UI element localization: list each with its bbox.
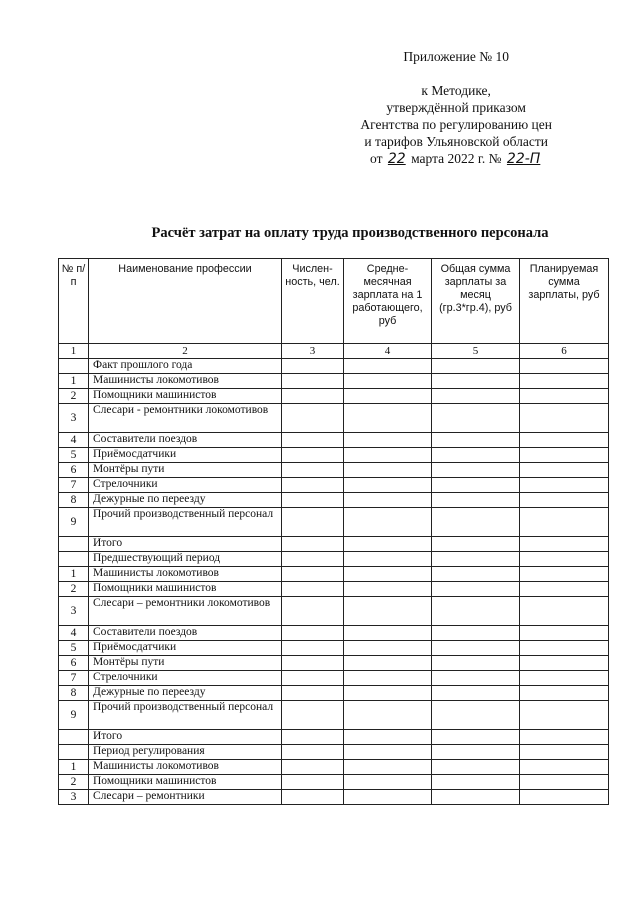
total-salary-cell [432,567,520,582]
headcount-cell [282,745,344,760]
column-number: 2 [89,344,282,359]
profession-name: Дежурные по переезду [89,493,282,508]
avg-salary-cell [344,359,432,374]
total-salary-cell [432,389,520,404]
total-salary-cell [432,597,520,626]
headcount-cell [282,790,344,805]
headcount-cell [282,701,344,730]
row-number [59,537,89,552]
planned-salary-cell [520,389,609,404]
profession-name: Помощники машинистов [89,775,282,790]
total-salary-cell [432,730,520,745]
row-number: 3 [59,597,89,626]
headcount-cell [282,656,344,671]
table-row [59,671,609,686]
column-number: 4 [344,344,432,359]
date-mid: марта 2022 г. № [411,151,502,166]
table-row [59,775,609,790]
row-number [59,730,89,745]
profession-name: Помощники машинистов [89,389,282,404]
profession-name: Помощники машинистов [89,582,282,597]
total-salary-cell [432,374,520,389]
planned-salary-cell [520,671,609,686]
headcount-cell [282,508,344,537]
headcount-cell [282,567,344,582]
row-number [59,745,89,760]
labor-cost-table [58,258,609,805]
profession-name: Слесари – ремонтники локомотивов [89,597,282,626]
row-number [59,359,89,374]
profession-name: Прочий производственный персонал [89,701,282,730]
table-row [59,730,609,745]
col-header-avg-salary: Средне-месячная зарплата на 1 работающего, руб [344,259,432,344]
headcount-cell [282,389,344,404]
planned-salary-cell [520,537,609,552]
profession-name: Приёмосдатчики [89,641,282,656]
profession-name: Монтёры пути [89,656,282,671]
col-header-number: № п/п [59,259,89,344]
avg-salary-cell [344,389,432,404]
total-salary-cell [432,686,520,701]
table-row [59,626,609,641]
date-prefix: от [370,151,383,166]
headcount-cell [282,582,344,597]
table-row [59,448,609,463]
total-salary-cell [432,775,520,790]
planned-salary-cell [520,760,609,775]
avg-salary-cell [344,656,432,671]
avg-salary-cell [344,374,432,389]
planned-salary-cell [520,448,609,463]
table-row [59,760,609,775]
avg-salary-cell [344,671,432,686]
row-number: 2 [59,775,89,790]
header-line-2: утверждённой приказом [386,100,526,115]
avg-salary-cell [344,552,432,567]
row-number: 6 [59,656,89,671]
row-number: 3 [59,404,89,433]
table-row [59,478,609,493]
headcount-cell [282,641,344,656]
total-salary-cell [432,671,520,686]
avg-salary-cell [344,730,432,745]
total-salary-cell [432,508,520,537]
row-number: 1 [59,567,89,582]
headcount-cell [282,404,344,433]
avg-salary-cell [344,537,432,552]
planned-salary-cell [520,552,609,567]
total-salary-cell [432,463,520,478]
total-salary-cell [432,493,520,508]
headcount-cell [282,760,344,775]
headcount-cell [282,537,344,552]
total-salary-cell [432,656,520,671]
planned-salary-cell [520,656,609,671]
headcount-cell [282,597,344,626]
planned-salary-cell [520,508,609,537]
profession-name: Стрелочники [89,671,282,686]
order-number-handwritten: 22-П [506,151,541,167]
planned-salary-cell [520,359,609,374]
avg-salary-cell [344,790,432,805]
column-number: 6 [520,344,609,359]
profession-name: Период регулирования [89,745,282,760]
planned-salary-cell [520,597,609,626]
planned-salary-cell [520,567,609,582]
planned-salary-cell [520,433,609,448]
profession-name: Факт прошлого года [89,359,282,374]
table-row [59,389,609,404]
row-number: 7 [59,671,89,686]
avg-salary-cell [344,701,432,730]
planned-salary-cell [520,775,609,790]
planned-salary-cell [520,493,609,508]
total-salary-cell [432,537,520,552]
document-title: Расчёт затрат на оплату труда производственного персонала [151,225,549,241]
avg-salary-cell [344,597,432,626]
avg-salary-cell [344,745,432,760]
profession-name: Машинисты локомотивов [89,374,282,389]
total-salary-cell [432,790,520,805]
col-header-total-salary: Общая сумма зарплаты за месяц (гр.3*гр.4), руб [432,259,520,344]
row-number: 5 [59,448,89,463]
row-number [59,552,89,567]
table-row [59,686,609,701]
avg-salary-cell [344,686,432,701]
annex-number: Приложение № 10 [403,49,509,64]
table-row [59,701,609,730]
table-row [59,790,609,805]
table-row [59,359,609,374]
avg-salary-cell [344,448,432,463]
table-row [59,745,609,760]
col-header-profession: Наименование профессии [89,259,282,344]
row-number: 8 [59,686,89,701]
total-salary-cell [432,478,520,493]
column-number: 1 [59,344,89,359]
headcount-cell [282,671,344,686]
table-row [59,552,609,567]
headcount-cell [282,730,344,745]
column-number: 5 [432,344,520,359]
avg-salary-cell [344,433,432,448]
date-day-handwritten: 22 [387,151,406,167]
avg-salary-cell [344,626,432,641]
table-row [59,508,609,537]
col-header-headcount: Числен-ность, чел. [282,259,344,344]
total-salary-cell [432,745,520,760]
table-header-row [59,259,609,344]
row-number: 5 [59,641,89,656]
headcount-cell [282,775,344,790]
planned-salary-cell [520,641,609,656]
row-number: 1 [59,374,89,389]
table-row [59,537,609,552]
planned-salary-cell [520,374,609,389]
row-number: 9 [59,508,89,537]
avg-salary-cell [344,641,432,656]
profession-name: Итого [89,537,282,552]
profession-name: Машинисты локомотивов [89,760,282,775]
header-line-1: к Методике, [421,83,491,98]
column-number: 3 [282,344,344,359]
profession-name: Слесари - ремонтники локомотивов [89,404,282,433]
headcount-cell [282,626,344,641]
profession-name: Дежурные по переезду [89,686,282,701]
row-number: 6 [59,463,89,478]
row-number: 1 [59,760,89,775]
headcount-cell [282,686,344,701]
avg-salary-cell [344,775,432,790]
table-row [59,641,609,656]
column-number-row [59,344,609,359]
row-number: 4 [59,626,89,641]
table-row [59,404,609,433]
headcount-cell [282,493,344,508]
profession-name: Предшествующий период [89,552,282,567]
table-row [59,656,609,671]
headcount-cell [282,463,344,478]
row-number: 7 [59,478,89,493]
row-number: 9 [59,701,89,730]
row-number: 3 [59,790,89,805]
avg-salary-cell [344,478,432,493]
headcount-cell [282,374,344,389]
table-row [59,597,609,626]
planned-salary-cell [520,478,609,493]
profession-name: Приёмосдатчики [89,448,282,463]
profession-name: Прочий производственный персонал [89,508,282,537]
planned-salary-cell [520,686,609,701]
planned-salary-cell [520,626,609,641]
profession-name: Машинисты локомотивов [89,567,282,582]
avg-salary-cell [344,760,432,775]
headcount-cell [282,433,344,448]
planned-salary-cell [520,790,609,805]
header-date-line [360,150,552,168]
total-salary-cell [432,582,520,597]
row-number: 2 [59,582,89,597]
col-header-planned-salary: Планируемая сумма зарплаты, руб [520,259,609,344]
planned-salary-cell [520,701,609,730]
total-salary-cell [432,626,520,641]
planned-salary-cell [520,582,609,597]
planned-salary-cell [520,730,609,745]
row-number: 8 [59,493,89,508]
profession-name: Слесари – ремонтники [89,790,282,805]
table-row [59,582,609,597]
avg-salary-cell [344,493,432,508]
headcount-cell [282,448,344,463]
total-salary-cell [432,404,520,433]
document-header [360,48,552,168]
total-salary-cell [432,552,520,567]
table-row [59,374,609,389]
profession-name: Составители поездов [89,626,282,641]
total-salary-cell [432,433,520,448]
row-number: 2 [59,389,89,404]
total-salary-cell [432,448,520,463]
total-salary-cell [432,641,520,656]
total-salary-cell [432,760,520,775]
avg-salary-cell [344,463,432,478]
headcount-cell [282,552,344,567]
planned-salary-cell [520,463,609,478]
headcount-cell [282,359,344,374]
total-salary-cell [432,359,520,374]
avg-salary-cell [344,508,432,537]
profession-name: Стрелочники [89,478,282,493]
total-salary-cell [432,701,520,730]
table-row [59,493,609,508]
profession-name: Итого [89,730,282,745]
header-line-3: Агентства по регулированию цен [360,117,552,132]
planned-salary-cell [520,745,609,760]
table-row [59,463,609,478]
headcount-cell [282,478,344,493]
profession-name: Монтёры пути [89,463,282,478]
avg-salary-cell [344,404,432,433]
avg-salary-cell [344,582,432,597]
row-number: 4 [59,433,89,448]
avg-salary-cell [344,567,432,582]
planned-salary-cell [520,404,609,433]
header-line-4: и тарифов Ульяновской области [364,134,548,149]
profession-name: Составители поездов [89,433,282,448]
table-row [59,433,609,448]
table-row [59,567,609,582]
